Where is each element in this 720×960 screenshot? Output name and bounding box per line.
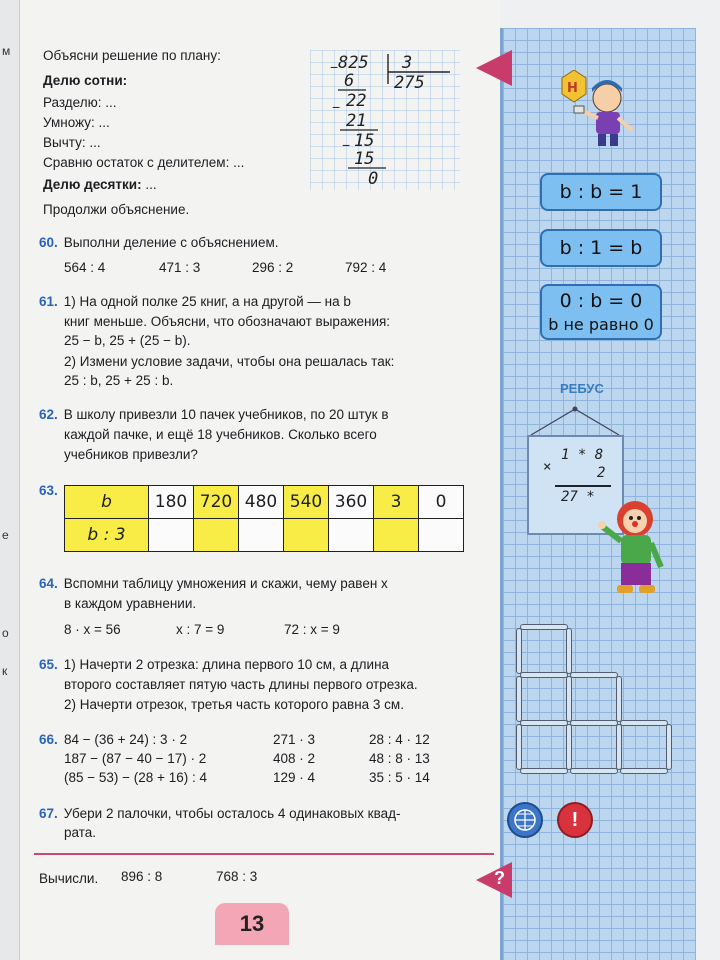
task-62-line bbox=[39, 406, 389, 424]
task-60-title bbox=[39, 234, 279, 252]
table-header-cell: b bbox=[65, 486, 149, 519]
rule-text: b не равно 0 bbox=[548, 315, 654, 334]
matchstick bbox=[620, 768, 668, 774]
task-66-expr: 48 : 8 · 13 bbox=[369, 751, 430, 766]
table-empty-cell bbox=[284, 519, 329, 552]
matchstick bbox=[570, 672, 618, 678]
board-string bbox=[527, 405, 624, 437]
strip-char: о bbox=[2, 626, 9, 640]
grid-globe-icon bbox=[507, 802, 543, 838]
pointer-arrow-icon bbox=[476, 50, 512, 86]
table-empty-cell bbox=[239, 519, 284, 552]
footer-expr: 768 : 3 bbox=[216, 869, 258, 884]
grid-glyph bbox=[513, 808, 537, 832]
footer-expr: 896 : 8 bbox=[121, 869, 163, 884]
matchstick bbox=[520, 768, 568, 774]
footer-label: Вычисли. bbox=[39, 871, 99, 886]
table-row-label: b : 3 bbox=[65, 519, 149, 552]
task-66-expr: 84 − (36 + 24) : 3 · 2 bbox=[64, 732, 188, 747]
plan-step-divide: Разделю: ... bbox=[43, 95, 117, 110]
matchstick bbox=[566, 724, 572, 770]
matchstick bbox=[620, 720, 668, 726]
plan-hundreds-label: Делю сотни: bbox=[43, 73, 128, 88]
task-64-line bbox=[39, 575, 388, 593]
matchstick bbox=[516, 676, 522, 722]
boy-with-flashlight-icon bbox=[552, 70, 637, 152]
table-cell: 0 bbox=[419, 486, 464, 519]
rule-text: b : 1 = b bbox=[559, 237, 643, 259]
matchstick bbox=[566, 676, 572, 722]
plan-tens-dots: ... bbox=[141, 177, 157, 192]
task-number: 65. bbox=[39, 657, 58, 672]
division-row: 22 bbox=[346, 91, 367, 111]
matchstick bbox=[666, 724, 672, 770]
table-empty-cell bbox=[329, 519, 374, 552]
clown-icon bbox=[597, 495, 667, 605]
rule-card bbox=[540, 284, 662, 340]
division-quotient: 275 bbox=[394, 73, 425, 93]
task-66-expr: 408 · 2 bbox=[273, 751, 316, 766]
task-60-expr: 471 : 3 bbox=[159, 260, 201, 275]
matchstick bbox=[616, 676, 622, 722]
matchstick bbox=[520, 672, 568, 678]
table-cell: 360 bbox=[329, 486, 374, 519]
task-65-line bbox=[39, 656, 389, 674]
task-66-number bbox=[39, 731, 64, 749]
task-61-l4: 2) Измени условие задачи, чтобы она решалась так: bbox=[64, 354, 395, 369]
task-65-l2: второго составляет пятую часть длины первого отрезка. bbox=[64, 677, 418, 692]
plan-hundreds bbox=[43, 72, 127, 90]
task-62-l1: В школу привезли 10 пачек учебников, по 20 штук в bbox=[63, 407, 389, 422]
task-number: 60. bbox=[39, 235, 58, 250]
task-61-line bbox=[39, 293, 351, 311]
page-number: 13 bbox=[215, 903, 289, 945]
task-64-l1: Вспомни таблицу умножения и скажи, чему равен x bbox=[63, 576, 388, 591]
matchstick bbox=[520, 720, 568, 726]
task-61-l5: 25 : b, 25 + 25 : b. bbox=[64, 373, 174, 388]
rebus-line: 2 bbox=[597, 465, 606, 481]
table-cell: 180 bbox=[149, 486, 194, 519]
table-row bbox=[65, 519, 464, 552]
task-65-l3: 2) Начерти отрезок, третья часть которого равна 3 см. bbox=[64, 697, 404, 712]
rebus-line: 27 * bbox=[561, 489, 595, 505]
plan-step-multiply: Умножу: ... bbox=[43, 115, 110, 130]
rebus-title: РЕБУС bbox=[560, 381, 604, 396]
rule-text: 0 : b = 0 bbox=[559, 290, 643, 312]
task-66-expr: 28 : 4 · 12 bbox=[369, 732, 430, 747]
division-row: 15 bbox=[354, 149, 375, 169]
task-number: 67. bbox=[39, 806, 58, 821]
table-empty-cell bbox=[194, 519, 239, 552]
plan-tens-label: Делю десятки: bbox=[43, 177, 142, 192]
help-glyph: ? bbox=[494, 868, 505, 888]
task-61-l1: 1) На одной полке 25 книг, а на другой — на b bbox=[63, 294, 351, 309]
strip-char: е bbox=[2, 528, 9, 542]
matchstick bbox=[516, 724, 522, 770]
task-65-l1: 1) Начерти 2 отрезка: длина первого 10 см, а длина bbox=[63, 657, 390, 672]
matchstick bbox=[516, 628, 522, 674]
division-row: 6 bbox=[344, 71, 355, 91]
task-67-l2: рата. bbox=[64, 825, 97, 840]
task-64-eq: 8 · x = 56 bbox=[64, 622, 121, 637]
long-division bbox=[310, 50, 460, 190]
task-66-expr: 187 − (87 − 40 − 17) · 2 bbox=[64, 751, 207, 766]
task-62-l3: учебников привезли? bbox=[64, 447, 198, 462]
task-number: 66. bbox=[39, 732, 58, 747]
task-66-expr: 271 · 3 bbox=[273, 732, 316, 747]
table-cell: 480 bbox=[239, 486, 284, 519]
rebus-line: 1 * 8 bbox=[561, 447, 604, 463]
task-62-l2: каждой пачке, и ещё 18 учебников. Сколько всего bbox=[64, 427, 377, 442]
table-cell: 720 bbox=[194, 486, 239, 519]
rule-text: b : b = 1 bbox=[559, 181, 643, 203]
task-66-expr: (85 − 53) − (28 + 16) : 4 bbox=[64, 770, 207, 785]
division-divisor: 3 bbox=[402, 53, 413, 73]
strip-char: к bbox=[2, 664, 8, 678]
table-empty-cell bbox=[374, 519, 419, 552]
matchstick bbox=[570, 720, 618, 726]
plan-step-compare: Сравню остаток с делителем: ... bbox=[43, 155, 245, 170]
minus-sign: − bbox=[332, 99, 341, 115]
rule-card bbox=[540, 173, 662, 211]
matchstick-puzzle bbox=[516, 620, 694, 780]
plan-tens bbox=[43, 176, 157, 194]
task-60-expr: 792 : 4 bbox=[345, 260, 387, 275]
table-empty-cell bbox=[149, 519, 194, 552]
alert-icon: ! bbox=[557, 802, 593, 838]
task-60-expr: 564 : 4 bbox=[64, 260, 106, 275]
task-67-line bbox=[39, 805, 400, 823]
task-61-l3: 25 − b, 25 + (25 − b). bbox=[64, 333, 191, 348]
matchstick bbox=[570, 768, 618, 774]
footer-divider bbox=[34, 853, 494, 855]
task-number: 63. bbox=[39, 483, 58, 498]
matchstick bbox=[616, 724, 622, 770]
minus-sign: − bbox=[342, 137, 351, 153]
rebus-rule bbox=[555, 485, 611, 487]
rebus-operator: × bbox=[543, 459, 552, 475]
task-64-l2: в каждом уравнении. bbox=[64, 596, 197, 611]
matchstick bbox=[566, 628, 572, 674]
task-67-l1: Убери 2 палочки, чтобы осталось 4 одинаковых квад- bbox=[63, 806, 401, 821]
table-cell: 3 bbox=[374, 486, 419, 519]
plan-continue: Продолжи объяснение. bbox=[43, 202, 190, 217]
plan-intro: Объясни решение по плану: bbox=[43, 48, 221, 63]
table-row bbox=[65, 486, 464, 519]
task-61-l2: книг меньше. Объясни, что обозначают выражения: bbox=[64, 314, 391, 329]
left-page-strip bbox=[0, 0, 20, 960]
table-cell: 540 bbox=[284, 486, 329, 519]
task-64-eq: 72 : x = 9 bbox=[284, 622, 340, 637]
table-empty-cell bbox=[419, 519, 464, 552]
rule-card bbox=[540, 229, 662, 267]
task-66-expr: 129 · 4 bbox=[273, 770, 316, 785]
minus-sign: − bbox=[330, 59, 339, 75]
task-number: 62. bbox=[39, 407, 58, 422]
matchstick bbox=[520, 624, 568, 630]
task-60-text: Выполни деление с объяснением. bbox=[63, 235, 279, 250]
strip-char: м bbox=[2, 44, 11, 58]
division-row: 21 bbox=[346, 111, 367, 131]
division-row: 15 bbox=[354, 131, 375, 151]
task-63-table bbox=[64, 485, 464, 552]
division-row: 0 bbox=[368, 169, 379, 189]
task-63-number bbox=[39, 482, 64, 500]
sidebar-badge: Н bbox=[567, 81, 578, 96]
plan-step-subtract: Вычту: ... bbox=[43, 135, 101, 150]
task-number: 61. bbox=[39, 294, 58, 309]
task-64-eq: x : 7 = 9 bbox=[176, 622, 225, 637]
task-number: 64. bbox=[39, 576, 58, 591]
task-66-expr: 35 : 5 · 14 bbox=[369, 770, 430, 785]
task-60-expr: 296 : 2 bbox=[252, 260, 294, 275]
division-dividend: 825 bbox=[338, 53, 369, 73]
